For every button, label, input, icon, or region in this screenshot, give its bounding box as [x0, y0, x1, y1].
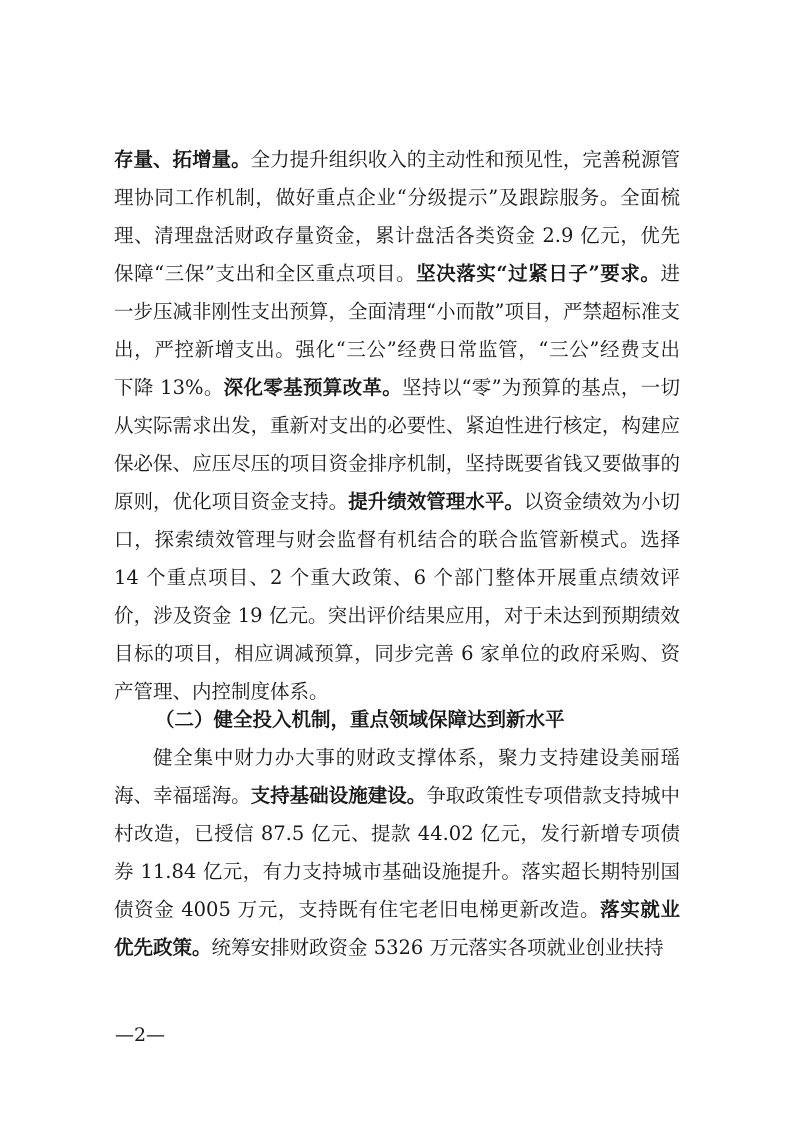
lead-phrase: 深化零基预算改革。: [223, 376, 403, 399]
lead-phrase: 落实就业优先政策。: [114, 898, 680, 959]
paragraph-text: 进一步压减非刚性支出预算，全面清理“小而散”项目，严禁超标准支出，严控新增支出。强化“三公”经费日常监管，“三公”经费支出下降 13%。: [114, 262, 680, 399]
page-number: —2—: [114, 1024, 166, 1046]
paragraph-text: 以资金绩效为小切口，探索绩效管理与财会监督有机结合的联合监管新模式。选择 14 个重点项目、2 个重大政策、6 个部门整体开展重点绩效评价，涉及资金 19 亿元。突出评价结果应用，对于未达到预期绩效目标的项目，相应调减预算，同步完善 6 家单位的政府采购、资产管理、内控制度体系。: [114, 490, 680, 703]
lead-phrase: 支持基础设施建设。: [250, 784, 427, 807]
lead-phrase: 坚决落实“过紧日子”要求。: [416, 262, 661, 285]
body-paragraph-2: [114, 739, 680, 967]
paragraph-text: 健全集中财力办大事的财政支撑体系，聚力支持建设美丽瑶海、幸福瑶海。: [114, 746, 680, 807]
paragraph-text: 争取政策性专项借款支持城中村改造，已授信 87.5 亿元、提款 44.02 亿元，发行新增专项债券 11.84 亿元，有力支持城市基础设施提升。落实超长期特别国债资金 4005 万元，支持既有住宅老旧电梯更新改造。: [114, 784, 680, 921]
paragraph-text: 统筹安排财政资金 5326 万元落实各项就业创业扶持: [211, 936, 664, 959]
body-paragraph-1: [114, 141, 680, 711]
paragraph-text: 坚持以“零”为预算的基点，一切从实际需求出发，重新对支出的必要性、紧迫性进行核定，构建应保必保、应压尽压的项目资金排序机制，坚持既要省钱又要做事的原则，优化项目资金支持。: [114, 376, 680, 513]
lead-phrase: 提升绩效管理水平。: [348, 490, 524, 513]
paragraph-text: 全力提升组织收入的主动性和预见性，完善税源管理协同工作机制，做好重点企业“分级提示”及跟踪服务。全面梳理、清理盘活财政存量资金，累计盘活各类资金 2.9 亿元，优先保障“三保”支出和全区重点项目。: [114, 148, 680, 285]
section-heading: （二）健全投入机制，重点领域保障达到新水平: [155, 708, 565, 731]
lead-phrase: 存量、拓增量。: [114, 148, 251, 171]
